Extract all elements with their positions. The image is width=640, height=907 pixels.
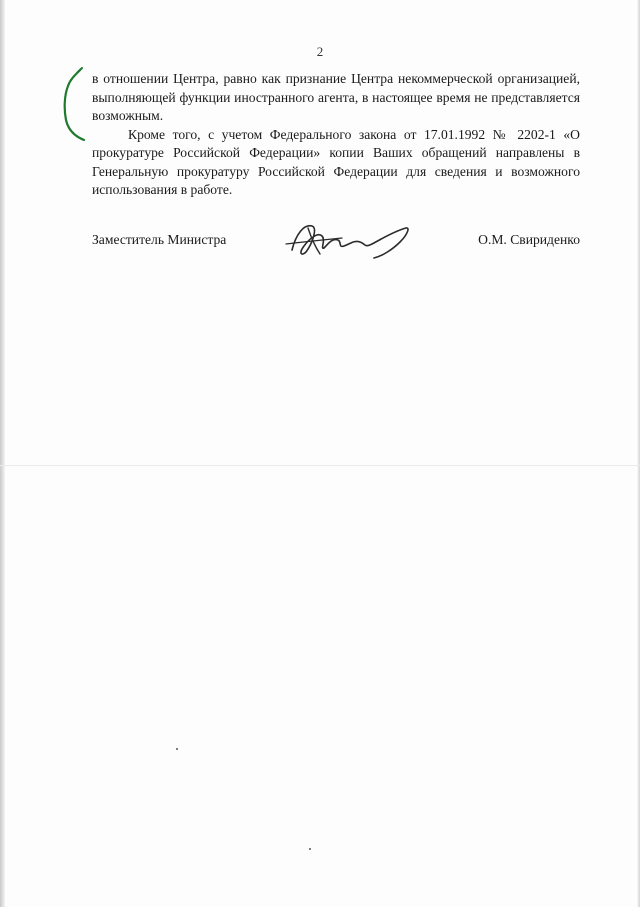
letter-body <box>92 70 580 200</box>
fold-line <box>0 465 640 466</box>
signer-position: Заместитель Министра <box>92 232 227 247</box>
margin-bracket-mark <box>52 66 92 144</box>
page-number: 2 <box>316 44 324 59</box>
scan-speck <box>309 848 311 850</box>
handwritten-signature <box>282 214 422 264</box>
scan-speck <box>176 748 178 750</box>
paragraph-1: в отношении Центра, равно как признание Центра некоммерческой организацией, выполняющей функции иностранного агента, в настоящее время не представляется возможным. <box>92 71 580 123</box>
paragraph-2: Кроме того, с учетом Федерального закона от 17.01.1992 № 2202-1 «О прокуратуре Российской Федерации» копии Ваших обращений направлены в Генеральную прокуратуру Российской Федерации для сведения и возможного использования в работе. <box>92 126 580 197</box>
scan-edge-left <box>0 0 5 907</box>
signer-name: О.М. Свириденко <box>478 232 580 247</box>
